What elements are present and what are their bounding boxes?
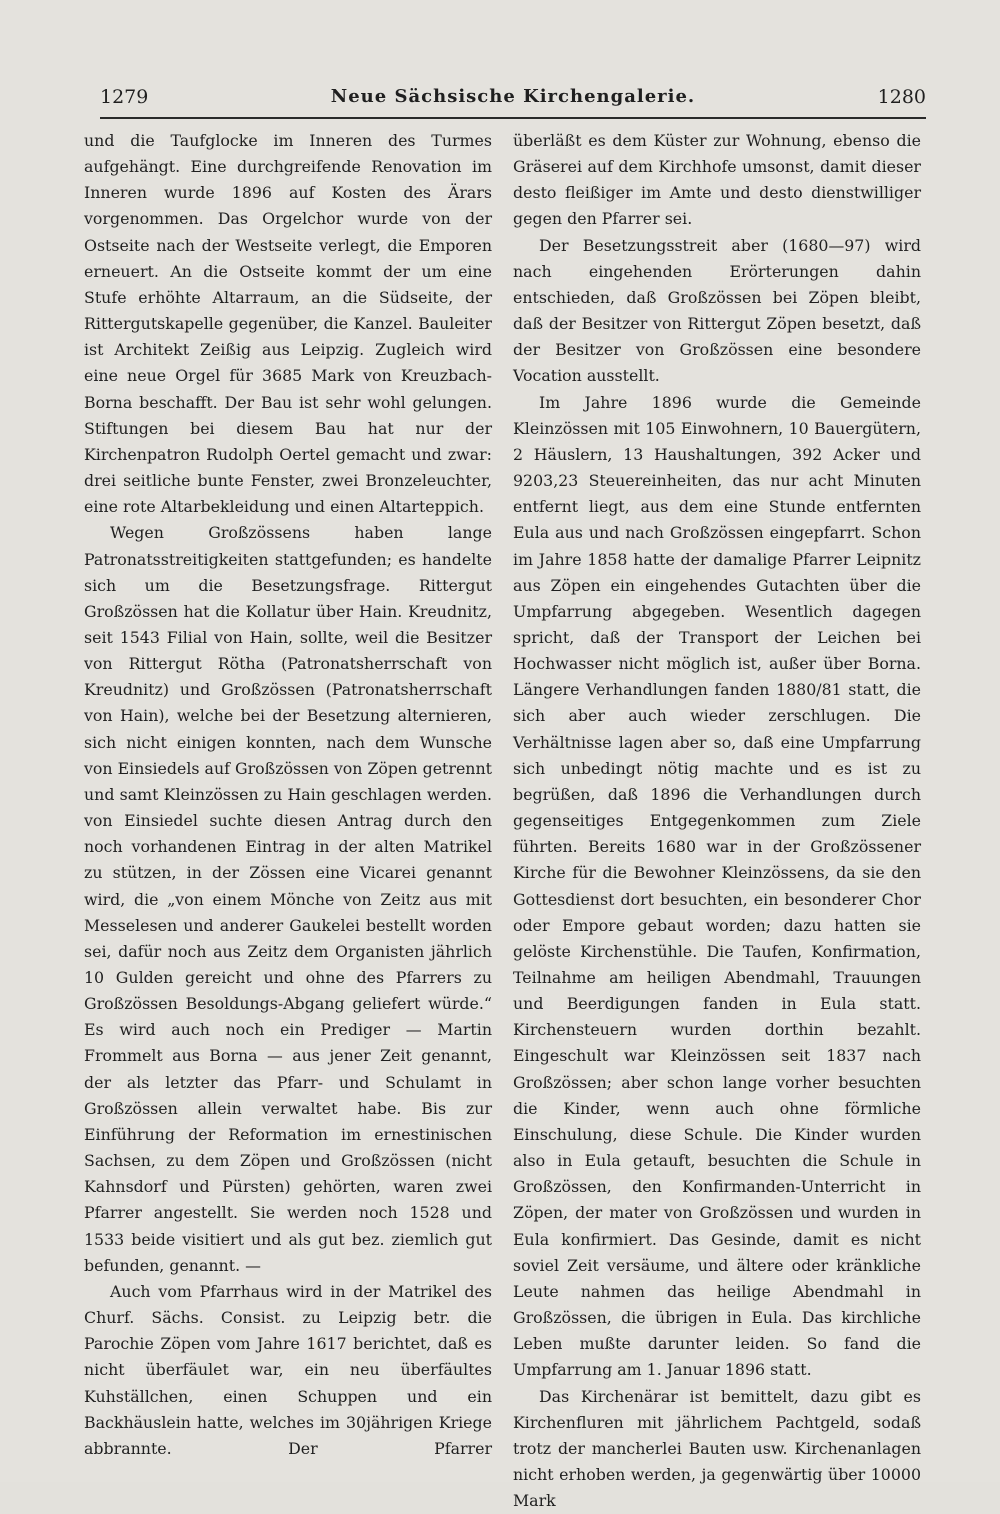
running-title: Neue Sächsische Kirchengalerie. <box>100 86 926 107</box>
paragraph: Der Besetzungsstreit aber (1680—97) wird nach eingehenden Erörterungen dahin entschieden, daß Großzössen bei Zöpen bleibt, daß der Besitzer von Rittergut Zöpen besetzt, daß der Besitzer von Großzössen eine besondere Vocation ausstellt. <box>513 233 921 390</box>
paragraph: Das Kirchenärar ist bemittelt, dazu gibt es Kirchenfluren mit jährlichem Pachtgeld, sodaß trotz der mancherlei Bauten usw. Kirchenanlagen nicht erhoben werden, ja gegenwärtig über 10000 Mark <box>513 1384 921 1514</box>
left-column <box>84 128 492 1462</box>
page-number-right: 1280 <box>878 86 926 108</box>
paragraph: überläßt es dem Küster zur Wohnung, ebenso die Gräserei auf dem Kirchhofe umsonst, damit dieser desto fleißiger im Amte und desto dienstwilliger gegen den Pfarrer sei. <box>513 128 921 233</box>
right-column <box>513 128 921 1514</box>
page-header <box>100 82 926 112</box>
page-number-left: 1279 <box>100 86 148 108</box>
paragraph: Auch vom Pfarrhaus wird in der Matrikel des Churf. Sächs. Consist. zu Leipzig betr. die Parochie Zöpen vom Jahre 1617 berichtet, daß es nicht überfäulet war, ein neu überfäultes Kuhställchen, einen Schuppen und ein Backhäuslein hatte, welches im 30jährigen Kriege abbrannte. Der Pfarrer <box>84 1279 492 1462</box>
paragraph: Wegen Großzössens haben lange Patronatsstreitigkeiten stattgefunden; es handelte sich um die Besetzungsfrage. Rittergut Großzössen hat die Kollatur über Hain. Kreudnitz, seit 1543 Filial von Hain, sollte, weil die Besitzer von Rittergut Rötha (Patronatsherrschaft von Kreudnitz) und Großzössen (Patronatsherrschaft von Hain), welche bei der Besetzung alternieren, sich nicht einigen konnten, nach dem Wunsche von Einsiedels auf Großzössen von Zöpen getrennt und samt Kleinzössen zu Hain geschlagen werden. von Einsiedel suchte diesen Antrag durch den noch vorhandenen Eintrag in der alten Matrikel zu stützen, in der Zössen eine Vicarei genannt wird, die „von einem Mönche von Zeitz aus mit Messelesen und anderer Gaukelei bestellt worden sei, dafür noch aus Zeitz dem Organisten jährlich 10 Gulden gereicht und ohne des Pfarrers zu Großzössen Besoldungs-Abgang geliefert würde.“ Es wird auch noch ein Prediger — Martin Frommelt aus Borna — aus jener Zeit genannt, der als letzter das Pfarr- und Schulamt in Großzössen allein verwaltet habe. Bis zur Einführung der Reformation im ernestinischen Sachsen, zu dem Zöpen und Großzössen (nicht Kahnsdorf und Pürsten) gehörten, waren zwei Pfarrer angestellt. Sie werden noch 1528 und 1533 beide visitiert und als gut bez. ziemlich gut befunden, genannt. — <box>84 520 492 1279</box>
header-rule <box>100 117 926 119</box>
paragraph: und die Taufglocke im Inneren des Turmes aufgehängt. Eine durchgreifende Renovation im Inneren wurde 1896 auf Kosten des Ärars vorgenommen. Das Orgelchor wurde von der Ostseite nach der Westseite verlegt, die Emporen erneuert. An die Ostseite kommt der um eine Stufe erhöhte Altarraum, an die Südseite, der Rittergutskapelle gegenüber, die Kanzel. Bauleiter ist Architekt Zeißig aus Leipzig. Zugleich wird eine neue Orgel für 3685 Mark von Kreuzbach-Borna beschafft. Der Bau ist sehr wohl gelungen. Stiftungen bei diesem Bau hat nur der Kirchenpatron Rudolph Oertel gemacht und zwar: drei seitliche bunte Fenster, zwei Bronzeleuchter, eine rote Altarbekleidung und einen Altarteppich. <box>84 128 492 520</box>
paragraph: Im Jahre 1896 wurde die Gemeinde Kleinzössen mit 105 Einwohnern, 10 Bauergütern, 2 Häuslern, 13 Haushaltungen, 392 Acker und 9203,23 Steuereinheiten, das nur acht Minuten entfernt liegt, aus dem eine Stunde entfernten Eula aus und nach Großzössen eingepfarrt. Schon im Jahre 1858 hatte der damalige Pfarrer Leipnitz aus Zöpen ein eingehendes Gutachten über die Umpfarrung abgegeben. Wesentlich dagegen spricht, daß der Transport der Leichen bei Hochwasser nicht möglich ist, außer über Borna. Längere Verhandlungen fanden 1880/81 statt, die sich aber auch wieder zerschlugen. Die Verhältnisse lagen aber so, daß eine Umpfarrung sich unbedingt nötig machte und es ist zu begrüßen, daß 1896 die Verhandlungen durch gegenseitiges Entgegenkommen zum Ziele führten. Bereits 1680 war in der Großzössener Kirche für die Bewohner Kleinzössens, da sie den Gottesdienst dort besuchten, ein besonderer Chor oder Empore gebaut worden; dazu hatten sie gelöste Kirchenstühle. Die Taufen, Konfirmation, Teilnahme am heiligen Abendmahl, Trauungen und Beerdigungen fanden in Eula statt. Kirchensteuern wurden dorthin bezahlt. Eingeschult war Kleinzössen seit 1837 nach Großzössen; aber schon lange vorher besuchten die Kinder, wenn auch ohne förmliche Einschulung, diese Schule. Die Kinder wurden also in Eula getauft, besuchten die Schule in Großzössen, den Konfirmanden-Unterricht in Zöpen, der mater von Großzössen und wurden in Eula konfirmiert. Das Gesinde, damit es nicht soviel Zeit versäume, und ältere oder kränkliche Leute nahmen das heilige Abendmahl in Großzössen, die übrigen in Eula. Das kirchliche Leben mußte darunter leiden. So fand die Umpfarrung am 1. Januar 1896 statt. <box>513 390 921 1384</box>
